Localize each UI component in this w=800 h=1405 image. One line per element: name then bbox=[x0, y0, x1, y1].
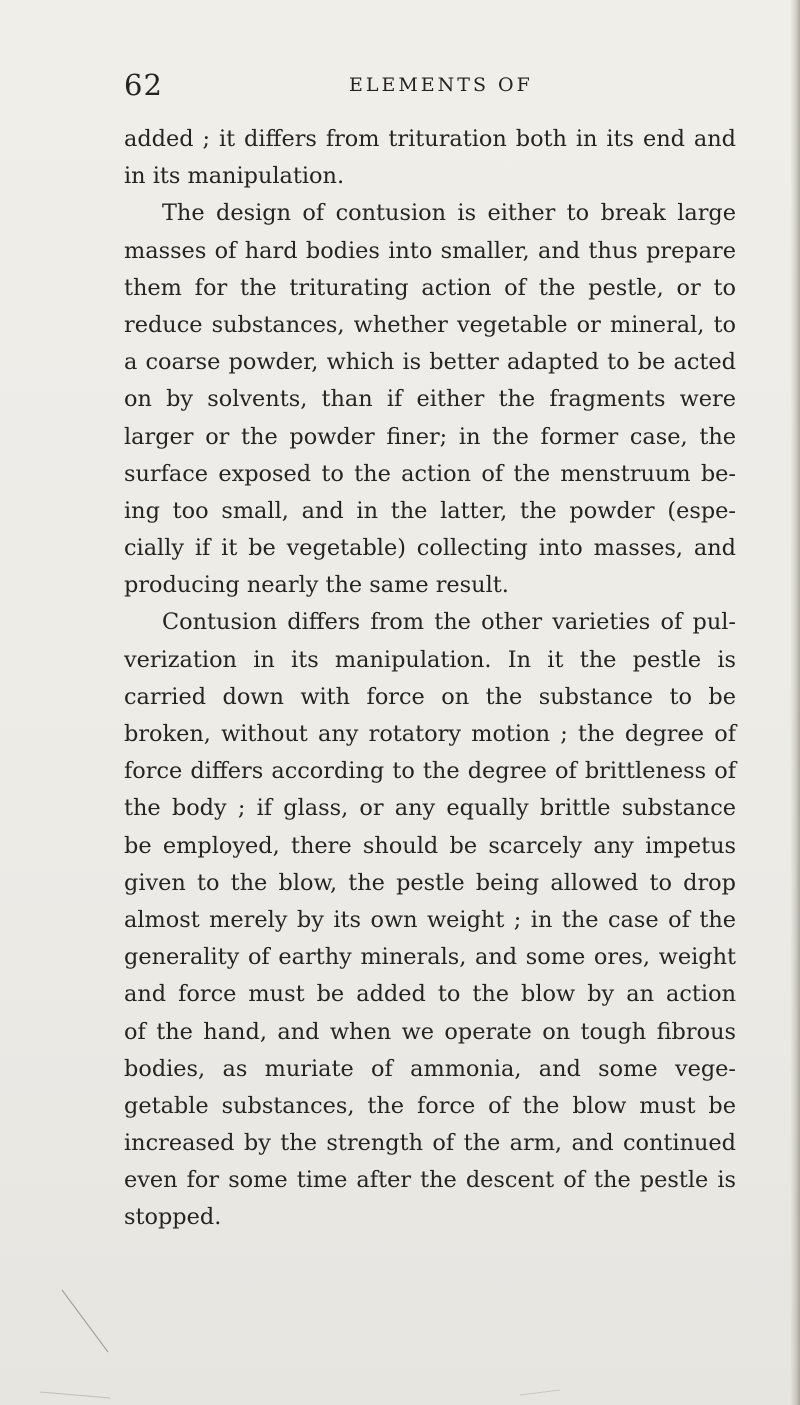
text-line: in its manipulation. bbox=[124, 163, 345, 190]
text-line: cially if it be vegetable) collecting into masses, and bbox=[124, 535, 736, 562]
text-line: carried down with force on the substance to be bbox=[124, 683, 736, 710]
text-line: getable substances, the force of the blow must be bbox=[124, 1092, 736, 1119]
text-line: Contusion differs from the other varieties of pul- bbox=[162, 609, 736, 636]
page-edge-shadow bbox=[790, 0, 800, 1405]
text-line: increased by the strength of the arm, and continued bbox=[124, 1130, 736, 1157]
text-line: of the hand, and when we operate on tough fibrous bbox=[124, 1018, 736, 1045]
text-line: on by solvents, than if either the fragments were bbox=[124, 386, 736, 413]
running-title: ELEMENTS OF bbox=[349, 74, 533, 96]
text-line: bodies, as muriate of ammonia, and some vege- bbox=[124, 1055, 736, 1082]
text-line: force differs according to the degree of brittleness of bbox=[124, 758, 736, 785]
text-line: generality of earthy minerals, and some ores, weight bbox=[124, 944, 736, 971]
text-line: a coarse powder, which is better adapted to be acted bbox=[124, 349, 736, 376]
text-line: stopped. bbox=[124, 1204, 222, 1231]
text-line: them for the triturating action of the pestle, or to bbox=[124, 274, 736, 301]
text-line: The design of contusion is either to break large bbox=[162, 200, 736, 227]
text-line: masses of hard bodies into smaller, and thus prepare bbox=[124, 237, 736, 264]
text-line: verization in its manipulation. In it the pestle is bbox=[124, 646, 736, 673]
text-line: added ; it differs from trituration both in its end and bbox=[124, 126, 736, 152]
text-line: surface exposed to the action of the menstruum be- bbox=[124, 460, 736, 487]
page-number: 62 bbox=[124, 68, 163, 102]
text-line: ing too small, and in the latter, the powder (espe- bbox=[124, 497, 736, 524]
text-line: broken, without any rotatory motion ; the degree of bbox=[124, 721, 736, 747]
text-line: producing nearly the same result. bbox=[124, 572, 509, 599]
text-line: even for some time after the descent of the pestle is bbox=[124, 1167, 736, 1194]
text-line: be employed, there should be scarcely any impetus bbox=[124, 832, 736, 859]
text-line: almost merely by its own weight ; in the case of the bbox=[124, 906, 736, 933]
text-line: the body ; if glass, or any equally brittle substance bbox=[124, 795, 736, 822]
text-line: reduce substances, whether vegetable or mineral, to bbox=[124, 311, 736, 338]
text-line: larger or the powder finer; in the former case, the bbox=[124, 423, 736, 450]
text-line: and force must be added to the blow by an action bbox=[124, 981, 736, 1008]
text-line: given to the blow, the pestle being allowed to drop bbox=[124, 869, 736, 896]
